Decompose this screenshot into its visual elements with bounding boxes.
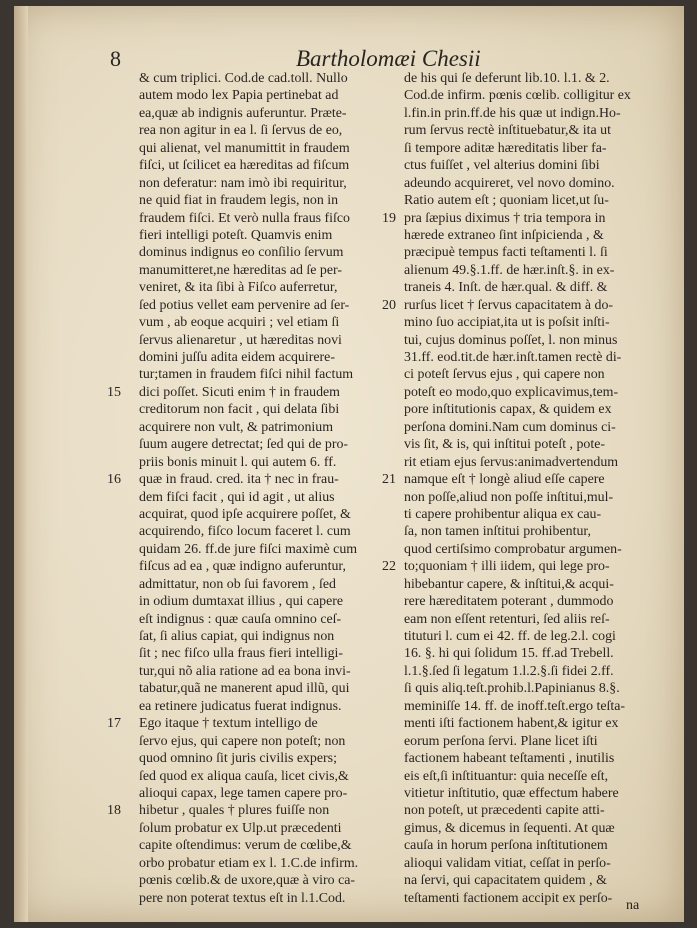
line-text: mino ſuo accipiat,ita ut is poſsit inſti- <box>404 315 610 331</box>
text-line <box>139 541 389 558</box>
line-text: rum ſervus rectè inſtituebatur,& ita ut <box>404 123 611 139</box>
text-line <box>404 349 666 366</box>
text-line <box>404 366 666 383</box>
text-line <box>139 401 389 418</box>
text-line <box>139 140 389 157</box>
text-line <box>404 506 666 523</box>
line-text: cauſa in horum perſona inſtitutionem <box>404 838 608 854</box>
line-text: hibetur , quales † plures fuiſſe non <box>139 803 330 819</box>
text-line <box>404 105 666 122</box>
line-text: vis ſit, & is, qui inſtitui poteſt , pote- <box>404 437 606 453</box>
margin-note-number: 17 <box>107 716 121 732</box>
line-text: ſolum probatur ex Ulp.ut præcedenti <box>139 820 342 836</box>
text-line <box>404 436 666 453</box>
text-line <box>404 70 666 87</box>
text-line <box>404 192 666 209</box>
line-text: rere hæreditatem poterant , dummodo <box>404 594 614 610</box>
text-line <box>139 750 389 767</box>
margin-note-number: 19 <box>382 210 396 226</box>
text-line <box>139 454 389 471</box>
line-text: fieri intelligi poteſt. Quamvis enim <box>139 227 333 243</box>
text-line <box>139 890 389 907</box>
line-text: manumitteret,ne hæreditas ad ſe per- <box>139 262 342 278</box>
text-line <box>139 314 389 331</box>
text-line <box>139 628 389 645</box>
line-text: quod omnino ſit juris civilis expers; <box>139 751 337 767</box>
line-text: acquirere non vult, & patrimonium <box>139 419 334 435</box>
line-text: perſona domini.Nam cum dominus ci- <box>404 419 616 435</box>
text-line <box>139 820 389 837</box>
line-text: ea retinere judicatus fuerat indignus. <box>139 698 342 714</box>
line-text: Ratio autem eſt ; quoniam licet,ut ſu- <box>404 193 609 209</box>
text-line <box>382 297 666 314</box>
text-line <box>404 855 666 872</box>
line-text: eſt indignus : quæ cauſa omnino ceſ- <box>139 611 342 627</box>
text-line <box>382 558 666 575</box>
text-line <box>404 140 666 157</box>
line-text: adeundo acquireret, vel novo domino. <box>404 175 615 191</box>
line-text: gimus, & dicemus in ſequenti. At quæ <box>404 820 615 836</box>
text-line <box>139 332 389 349</box>
line-text: quæ in fraud. cred. ita † nec in frau- <box>139 472 339 488</box>
line-text: ſit ; nec fiſco ulla fraus fieri intelligi- <box>139 646 344 662</box>
line-text: admittatur, non ob ſui favorem , ſed <box>139 576 336 592</box>
line-text: pra ſæpius diximus † tria tempora in <box>404 210 606 226</box>
line-text: rea non agitur in ea l. ſi ſervus de eo, <box>139 123 343 139</box>
text-line <box>404 175 666 192</box>
line-text: non deferatur: nam imò ibi requiritur, <box>139 175 347 191</box>
text-line <box>382 210 666 227</box>
line-text: rurſus licet † ſervus capacitatem à do- <box>404 297 614 313</box>
text-line <box>404 698 666 715</box>
text-line <box>139 611 389 628</box>
line-text: fiſci, ut ſcilicet ea hæreditas ad fiſcum <box>139 158 350 174</box>
line-text: poteſt eo modo,quo explicavimus,tem- <box>404 384 619 400</box>
line-text: autem modo lex Papia pertinebat ad <box>139 88 339 104</box>
text-line <box>139 175 389 192</box>
text-line <box>139 192 389 209</box>
text-line <box>139 419 389 436</box>
line-text: tabatur,quã ne manerent apud illũ, qui <box>139 681 350 697</box>
text-line <box>107 715 389 732</box>
text-line <box>139 366 389 383</box>
line-text: qui alienat, vel manumittit in fraudem <box>139 140 350 156</box>
text-line <box>107 384 389 401</box>
line-text: orbo probatur etiam ex l. 1.C.de infirm. <box>139 855 359 871</box>
line-text: l.fin.in prin.ff.de his quæ ut indign.Ho- <box>404 105 621 121</box>
text-line <box>404 785 666 802</box>
line-text: vitietur inſtitutio, quæ effectum habere <box>404 785 619 801</box>
text-line <box>404 314 666 331</box>
book-page <box>14 6 684 922</box>
line-text: meminiſſe 14. ff. de inoff.teſt.ergo teſta- <box>404 698 626 714</box>
line-text: de his qui ſe deferunt lib.10. l.1. & 2. <box>404 71 610 86</box>
text-line <box>139 593 389 610</box>
text-line <box>404 645 666 662</box>
line-text: teſtamenti factionem accipit ex perſo- <box>404 890 613 906</box>
line-text: & cum triplici. Cod.de cad.toll. Nullo <box>139 71 348 86</box>
left-text-column <box>107 70 389 907</box>
text-line <box>139 122 389 139</box>
text-line <box>404 279 666 296</box>
text-line <box>139 523 389 540</box>
running-head: Bartholomæi Chesii <box>296 46 481 71</box>
line-text: non poſſe,aliud non poſſe inſtitui,mul- <box>404 489 614 505</box>
line-text: acquirendo, fiſco locum faceret l. cum <box>139 524 351 540</box>
line-text: hibebantur capere, & inſtitui,& acqui- <box>404 576 614 592</box>
line-text: Ego itaque † textum intelligo de <box>139 716 318 732</box>
text-line <box>404 523 666 540</box>
line-text: 16. §. hi qui ſolidum 15. ff.ad Trebell. <box>404 646 614 662</box>
line-text: alienum 49.§.1.ff. de hær.inſt.§. in ex- <box>404 262 615 278</box>
text-line <box>404 332 666 349</box>
text-line <box>139 105 389 122</box>
line-text: Cod.de infirm. pœnis cœlib. colligitur ex <box>404 88 631 104</box>
text-line <box>139 680 389 697</box>
line-text: acquirat, quod ipſe acquirere poſſet, & <box>139 506 351 522</box>
text-line <box>404 768 666 785</box>
line-text: alioqui validam vitiat, ceſſat in perſo- <box>404 855 611 871</box>
text-line <box>404 401 666 418</box>
line-text: non poteſt, ut præcedenti capite atti- <box>404 803 605 819</box>
margin-note-number: 18 <box>107 803 121 819</box>
text-line <box>404 122 666 139</box>
line-text: pore inſtitutionis capax, & quidem ex <box>404 402 612 418</box>
line-text: namque eſt † longè aliud eſſe capere <box>404 472 605 488</box>
text-line <box>139 349 389 366</box>
line-text: pere non poterat textus eſt in l.1.Cod. <box>139 890 346 906</box>
line-text: menti iſti factionem habent,& igitur ex <box>404 716 619 732</box>
line-text: ſat, ſi alius capiat, qui indignus non <box>139 629 335 644</box>
text-line <box>404 628 666 645</box>
text-line <box>404 244 666 261</box>
text-line <box>139 576 389 593</box>
text-line <box>139 645 389 662</box>
line-text: ſi quis aliq.teſt.prohib.l.Papinianus 8.§. <box>404 681 620 697</box>
line-text: alioqui capax, lege tamen capere pro- <box>139 785 348 801</box>
line-text: veniret, & ita ſibi à Fiſco auferretur, <box>139 280 338 296</box>
line-text: eis eſt,ſi inſtituantur: quia neceſſe eſt, <box>404 768 609 784</box>
text-line <box>404 593 666 610</box>
line-text: ſa, non tamen inſtitui prohibentur, <box>404 524 591 540</box>
line-text: tur,qui nõ alia ratione ad ea bona invi- <box>139 663 351 679</box>
text-line <box>404 384 666 401</box>
text-line <box>139 785 389 802</box>
text-line <box>404 227 666 244</box>
text-line <box>139 872 389 889</box>
line-text: fraudem fiſci. Et verò nulla fraus fiſco <box>139 210 350 226</box>
line-text: hærede extraneo ſint inſpicienda , & <box>404 227 604 243</box>
line-text: fiſcus ad ea , quæ indigno auferuntur, <box>139 559 346 575</box>
line-text: traneis 4. Inſt. de hær.qual. & diff. & <box>404 280 608 296</box>
text-line <box>107 471 389 488</box>
line-text: ſuum augere detrectat; ſed qui de pro- <box>139 437 349 453</box>
line-text: eorum perſona ſervi. Plane licet iſti <box>404 733 598 749</box>
text-line <box>139 837 389 854</box>
text-line <box>107 802 389 819</box>
line-text: ci poteſt ſervus ejus , qui capere non <box>404 367 605 383</box>
line-text: to;quoniam † illi iidem, qui lege pro- <box>404 559 610 575</box>
text-line <box>139 262 389 279</box>
line-text: capite oſtendimus: verum de cœlibe,& <box>139 838 352 854</box>
text-line <box>404 715 666 732</box>
line-text: factionem habeant teſtamenti , inutilis <box>404 751 615 767</box>
line-text: creditorum non facit , qui delata ſibi <box>139 402 340 418</box>
text-line <box>139 768 389 785</box>
line-text: quidam 26. ff.de jure fiſci maximè cum <box>139 541 358 557</box>
text-line <box>139 297 389 314</box>
margin-note-number: 16 <box>107 472 121 488</box>
binding-gutter <box>14 6 28 922</box>
line-text: pœnis cœlib.& de uxore,quæ à viro ca- <box>139 873 356 889</box>
line-text: na ſervi, qui capacitatem quidem , & <box>404 873 607 889</box>
text-line <box>139 733 389 750</box>
line-text: dici poſſet. Sicuti enim † in fraudem <box>139 384 340 400</box>
line-text: ſervus alienaretur , ut hæreditas novi <box>139 332 342 348</box>
right-text-column <box>382 70 666 907</box>
text-line <box>404 837 666 854</box>
text-line <box>139 489 389 506</box>
line-text: præcipuè tempus facti teſtamenti l. ſi <box>404 245 608 261</box>
text-line <box>139 210 389 227</box>
margin-note-number: 15 <box>107 384 121 400</box>
line-text: eam non eſſent retenturi, ſed aliis reſ- <box>404 611 610 627</box>
margin-note-number: 20 <box>382 297 396 313</box>
text-line <box>404 541 666 558</box>
line-text: tituturi l. cum ei 42. ff. de leg.2.l. cogi <box>404 629 616 644</box>
line-text: ea,quæ ab indignis auferuntur. Præte- <box>139 105 347 121</box>
catchword: na <box>626 898 640 913</box>
text-line <box>404 419 666 436</box>
line-text: rit etiam ejus ſervus:animadvertendum <box>404 454 619 470</box>
text-line <box>139 157 389 174</box>
line-text: dem fiſci facit , qui id agit , ut alius <box>139 489 335 505</box>
line-text: ctus fuiſſet , vel alterius domini ſibi <box>404 158 600 174</box>
text-line <box>404 611 666 628</box>
text-line <box>404 489 666 506</box>
line-text: domini juſſu adita eidem acquirere- <box>139 350 335 365</box>
text-line <box>404 680 666 697</box>
text-line <box>404 454 666 471</box>
text-line <box>139 436 389 453</box>
line-text: in odium dumtaxat illius , qui capere <box>139 594 344 610</box>
line-text: vum , ab eoque acquiri ; vel etiam ſi <box>139 315 340 331</box>
text-line <box>404 663 666 680</box>
text-line <box>139 244 389 261</box>
line-text: tur;tamen in fraudem fiſci nihil factum <box>139 367 354 383</box>
text-line <box>139 227 389 244</box>
text-line <box>139 663 389 680</box>
line-text: ſi tempore aditæ hæreditatis liber fa- <box>404 140 607 156</box>
text-line <box>404 262 666 279</box>
line-text: ne quid fiat in fraudem legis, non in <box>139 193 339 209</box>
page-number: 8 <box>110 46 121 71</box>
text-line <box>404 802 666 819</box>
text-line <box>404 820 666 837</box>
line-text: ti capere prohibentur aliqua ex cau- <box>404 506 602 522</box>
text-line <box>139 70 389 87</box>
text-line <box>139 855 389 872</box>
line-text: ſervo ejus, qui capere non poteſt; non <box>139 733 346 749</box>
text-line <box>404 750 666 767</box>
line-text: ſed quod ex aliqua cauſa, licet civis,& <box>139 768 349 784</box>
text-line <box>404 87 666 104</box>
text-line <box>139 279 389 296</box>
margin-note-number: 22 <box>382 559 396 575</box>
text-line <box>139 558 389 575</box>
text-line <box>404 872 666 889</box>
line-text: l.1.§.ſed ſi legatum 1.l.2.§.ſi fidei 2.ff. <box>404 663 614 679</box>
text-line <box>404 733 666 750</box>
line-text: quod certiſsimo comprobatur argumen- <box>404 541 622 557</box>
margin-note-number: 21 <box>382 472 396 488</box>
text-line <box>139 698 389 715</box>
text-line <box>139 87 389 104</box>
text-line <box>382 471 666 488</box>
text-line <box>404 576 666 593</box>
line-text: 31.ff. eod.tit.de hær.inſt.tamen rectè di- <box>404 350 622 365</box>
text-line <box>139 506 389 523</box>
line-text: ſed potius vellet eam pervenire ad ſer- <box>139 297 350 313</box>
text-line <box>404 157 666 174</box>
line-text: priis bonis minuit l. qui autem 6. ff. <box>139 454 337 470</box>
line-text: dominus indignus eo conſilio ſervum <box>139 245 344 261</box>
line-text: tui, cujus dominus poſſet, l. non minus <box>404 332 618 348</box>
